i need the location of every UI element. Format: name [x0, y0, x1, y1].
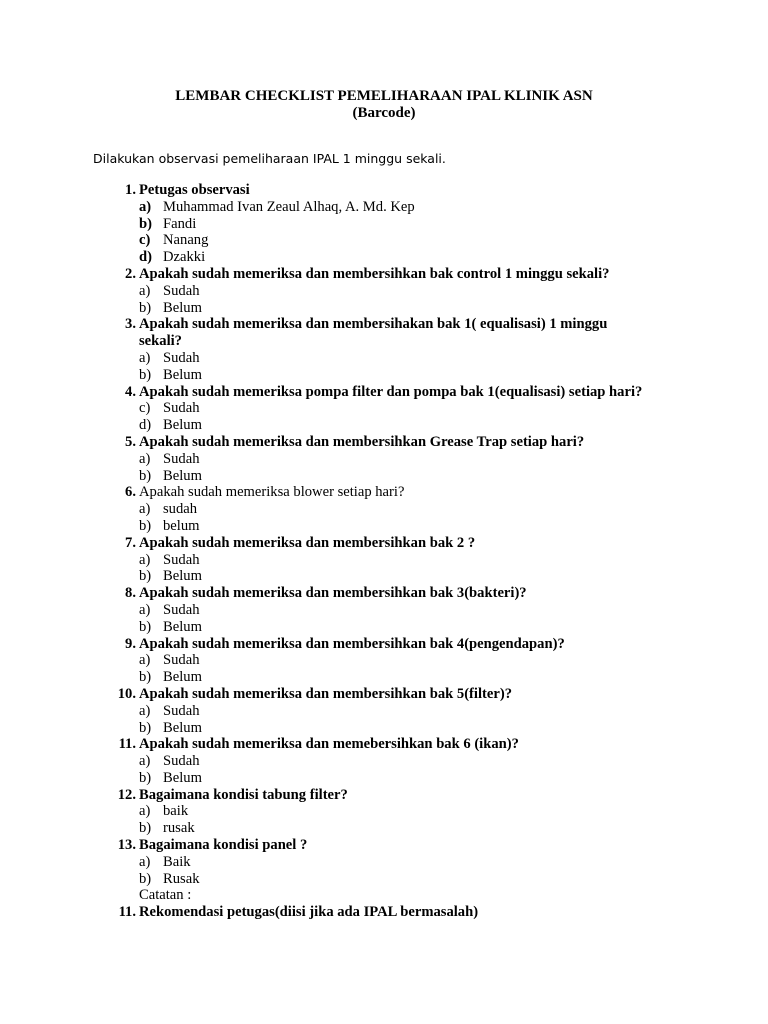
- checklist: [0, 182, 768, 921]
- question-text: Apakah sudah memeriksa dan membersihkan Grease Trap setiap hari?: [139, 433, 585, 450]
- question-line: [0, 384, 768, 401]
- question-text: Apakah sudah memeriksa dan membersihkan bak 4(pengendapan)?: [139, 635, 565, 652]
- answer-option: [0, 770, 768, 787]
- item-number: 12.: [117, 786, 136, 803]
- answer-label: b): [139, 299, 152, 316]
- question-line: [0, 787, 768, 804]
- item-number: 4.: [125, 383, 136, 400]
- answer-option: [0, 568, 768, 585]
- answer-option: [0, 720, 768, 737]
- answer-text: Belum: [163, 299, 202, 316]
- question-line: [0, 837, 768, 854]
- answer-option: [0, 400, 768, 417]
- item-number: 2.: [125, 265, 136, 282]
- question-line: [0, 316, 768, 333]
- answer-option: [0, 451, 768, 468]
- answer-text: Belum: [163, 669, 202, 686]
- answer-label: a): [139, 501, 151, 518]
- item-number: 11.: [118, 736, 136, 753]
- answer-text: Dzakki: [163, 249, 206, 266]
- question-line: [0, 266, 768, 283]
- answer-label: a): [139, 601, 151, 618]
- answer-text: Sudah: [163, 400, 200, 417]
- answer-label: d): [139, 417, 152, 434]
- item-number: 11.: [118, 904, 136, 921]
- answer-text: Belum: [163, 568, 202, 585]
- answer-option: [0, 501, 768, 518]
- answer-text: baik: [163, 803, 189, 820]
- question-line: [0, 585, 768, 602]
- item-number: 3.: [125, 316, 136, 333]
- answer-text: Nanang: [163, 232, 209, 249]
- question-line: [0, 535, 768, 552]
- question-text: Rekomendasi petugas(diisi jika ada IPAL bermasalah): [139, 904, 479, 921]
- intro-text: Dilakukan observasi pemeliharaan IPAL 1 minggu sekali.: [93, 151, 446, 166]
- answer-option: [0, 652, 768, 669]
- question-text: Apakah sudah memeriksa dan membersihkan bak control 1 minggu sekali?: [139, 265, 610, 282]
- note-line: [0, 887, 768, 904]
- answer-text: Sudah: [163, 282, 200, 299]
- question-text: Apakah sudah memeriksa dan membersihakan bak 1( equalisasi) 1 minggu: [139, 316, 608, 333]
- item-number: 6.: [125, 484, 136, 501]
- answer-option: [0, 753, 768, 770]
- answer-label: b): [139, 467, 152, 484]
- answer-label: a): [139, 803, 151, 820]
- answer-label: a): [139, 753, 151, 770]
- answer-option: [0, 820, 768, 837]
- answer-option: [0, 871, 768, 888]
- answer-text: Rusak: [163, 870, 200, 887]
- answer-text: Sudah: [163, 652, 200, 669]
- answer-text: Belum: [163, 417, 202, 434]
- question-line: [0, 736, 768, 753]
- note-text: Catatan :: [139, 887, 192, 904]
- question-line: [0, 636, 768, 653]
- answer-option: [0, 552, 768, 569]
- answer-option: [0, 249, 768, 266]
- answer-label: b): [139, 669, 152, 686]
- answer-label: a): [139, 551, 151, 568]
- answer-option: [0, 300, 768, 317]
- answer-text: Belum: [163, 467, 202, 484]
- question-text: Apakah sudah memeriksa dan membersihkan bak 5(filter)?: [139, 685, 512, 702]
- answer-label: a): [139, 702, 151, 719]
- answer-text: Belum: [163, 366, 202, 383]
- answer-label: a): [139, 450, 151, 467]
- answer-label: a): [139, 282, 151, 299]
- answer-label: b): [139, 870, 152, 887]
- answer-option: [0, 283, 768, 300]
- answer-option: [0, 367, 768, 384]
- answer-option: [0, 854, 768, 871]
- item-number: 9.: [125, 635, 136, 652]
- answer-label: b): [139, 366, 152, 383]
- question-line: [0, 904, 768, 921]
- answer-text: Sudah: [163, 349, 200, 366]
- answer-text: Baik: [163, 853, 191, 870]
- answer-option: [0, 199, 768, 216]
- answer-text: Fandi: [163, 215, 197, 232]
- answer-text: sudah: [163, 501, 198, 518]
- answer-label: b): [139, 618, 152, 635]
- answer-option: [0, 602, 768, 619]
- question-text: Petugas observasi: [139, 182, 250, 198]
- document-subtitle: (Barcode): [352, 105, 416, 121]
- item-number: 1.: [125, 182, 136, 198]
- answer-option: [0, 468, 768, 485]
- document-title: LEMBAR CHECKLIST PEMELIHARAAN IPAL KLINIK ASN: [175, 88, 593, 104]
- answer-label: c): [139, 232, 151, 249]
- answer-label: b): [139, 568, 152, 585]
- question-line: [0, 434, 768, 451]
- answer-label: b): [139, 769, 152, 786]
- question-text: Bagaimana kondisi tabung filter?: [139, 786, 348, 803]
- item-number: 8.: [125, 585, 136, 602]
- question-line: [0, 484, 768, 501]
- question-line: [0, 182, 768, 199]
- answer-option: [0, 232, 768, 249]
- answer-text: Sudah: [163, 601, 200, 618]
- item-number: 13.: [117, 837, 136, 854]
- question-text: Apakah sudah memeriksa dan memebersihkan bak 6 (ikan)?: [139, 736, 519, 753]
- answer-text: rusak: [163, 820, 195, 837]
- question-text: Apakah sudah memeriksa blower setiap hari?: [139, 484, 405, 501]
- item-number: 10.: [117, 685, 136, 702]
- question-line-continued: [0, 333, 768, 350]
- answer-text: Sudah: [163, 450, 200, 467]
- answer-text: belum: [163, 517, 200, 534]
- answer-text: Sudah: [163, 702, 200, 719]
- question-text: Bagaimana kondisi panel ?: [139, 837, 308, 854]
- answer-label: a): [139, 853, 151, 870]
- answer-label: a): [139, 652, 151, 669]
- item-number: 5.: [125, 433, 136, 450]
- answer-option: [0, 350, 768, 367]
- answer-label: d): [139, 249, 152, 266]
- item-number: 7.: [125, 534, 136, 551]
- answer-label: a): [139, 349, 151, 366]
- answer-option: [0, 669, 768, 686]
- answer-text: Belum: [163, 719, 202, 736]
- answer-text: Muhammad Ivan Zeaul Alhaq, A. Md. Kep: [163, 198, 415, 215]
- question-text-continued: sekali?: [139, 333, 182, 350]
- question-line: [0, 686, 768, 703]
- answer-label: a): [139, 198, 152, 215]
- answer-label: b): [139, 215, 152, 232]
- answer-option: [0, 803, 768, 820]
- answer-option: [0, 703, 768, 720]
- question-text: Apakah sudah memeriksa dan membersihkan bak 2 ?: [139, 534, 476, 551]
- answer-text: Belum: [163, 618, 202, 635]
- answer-label: b): [139, 820, 152, 837]
- answer-option: [0, 417, 768, 434]
- answer-option: [0, 216, 768, 233]
- question-text: Apakah sudah memeriksa pompa filter dan pompa bak 1(equalisasi) setiap hari?: [139, 383, 643, 400]
- question-text: Apakah sudah memeriksa dan membersihkan bak 3(bakteri)?: [139, 585, 527, 602]
- answer-text: Belum: [163, 769, 202, 786]
- answer-option: [0, 518, 768, 535]
- answer-label: c): [139, 400, 151, 417]
- answer-option: [0, 619, 768, 636]
- answer-label: b): [139, 719, 152, 736]
- answer-text: Sudah: [163, 753, 200, 770]
- answer-label: b): [139, 517, 152, 534]
- answer-text: Sudah: [163, 551, 200, 568]
